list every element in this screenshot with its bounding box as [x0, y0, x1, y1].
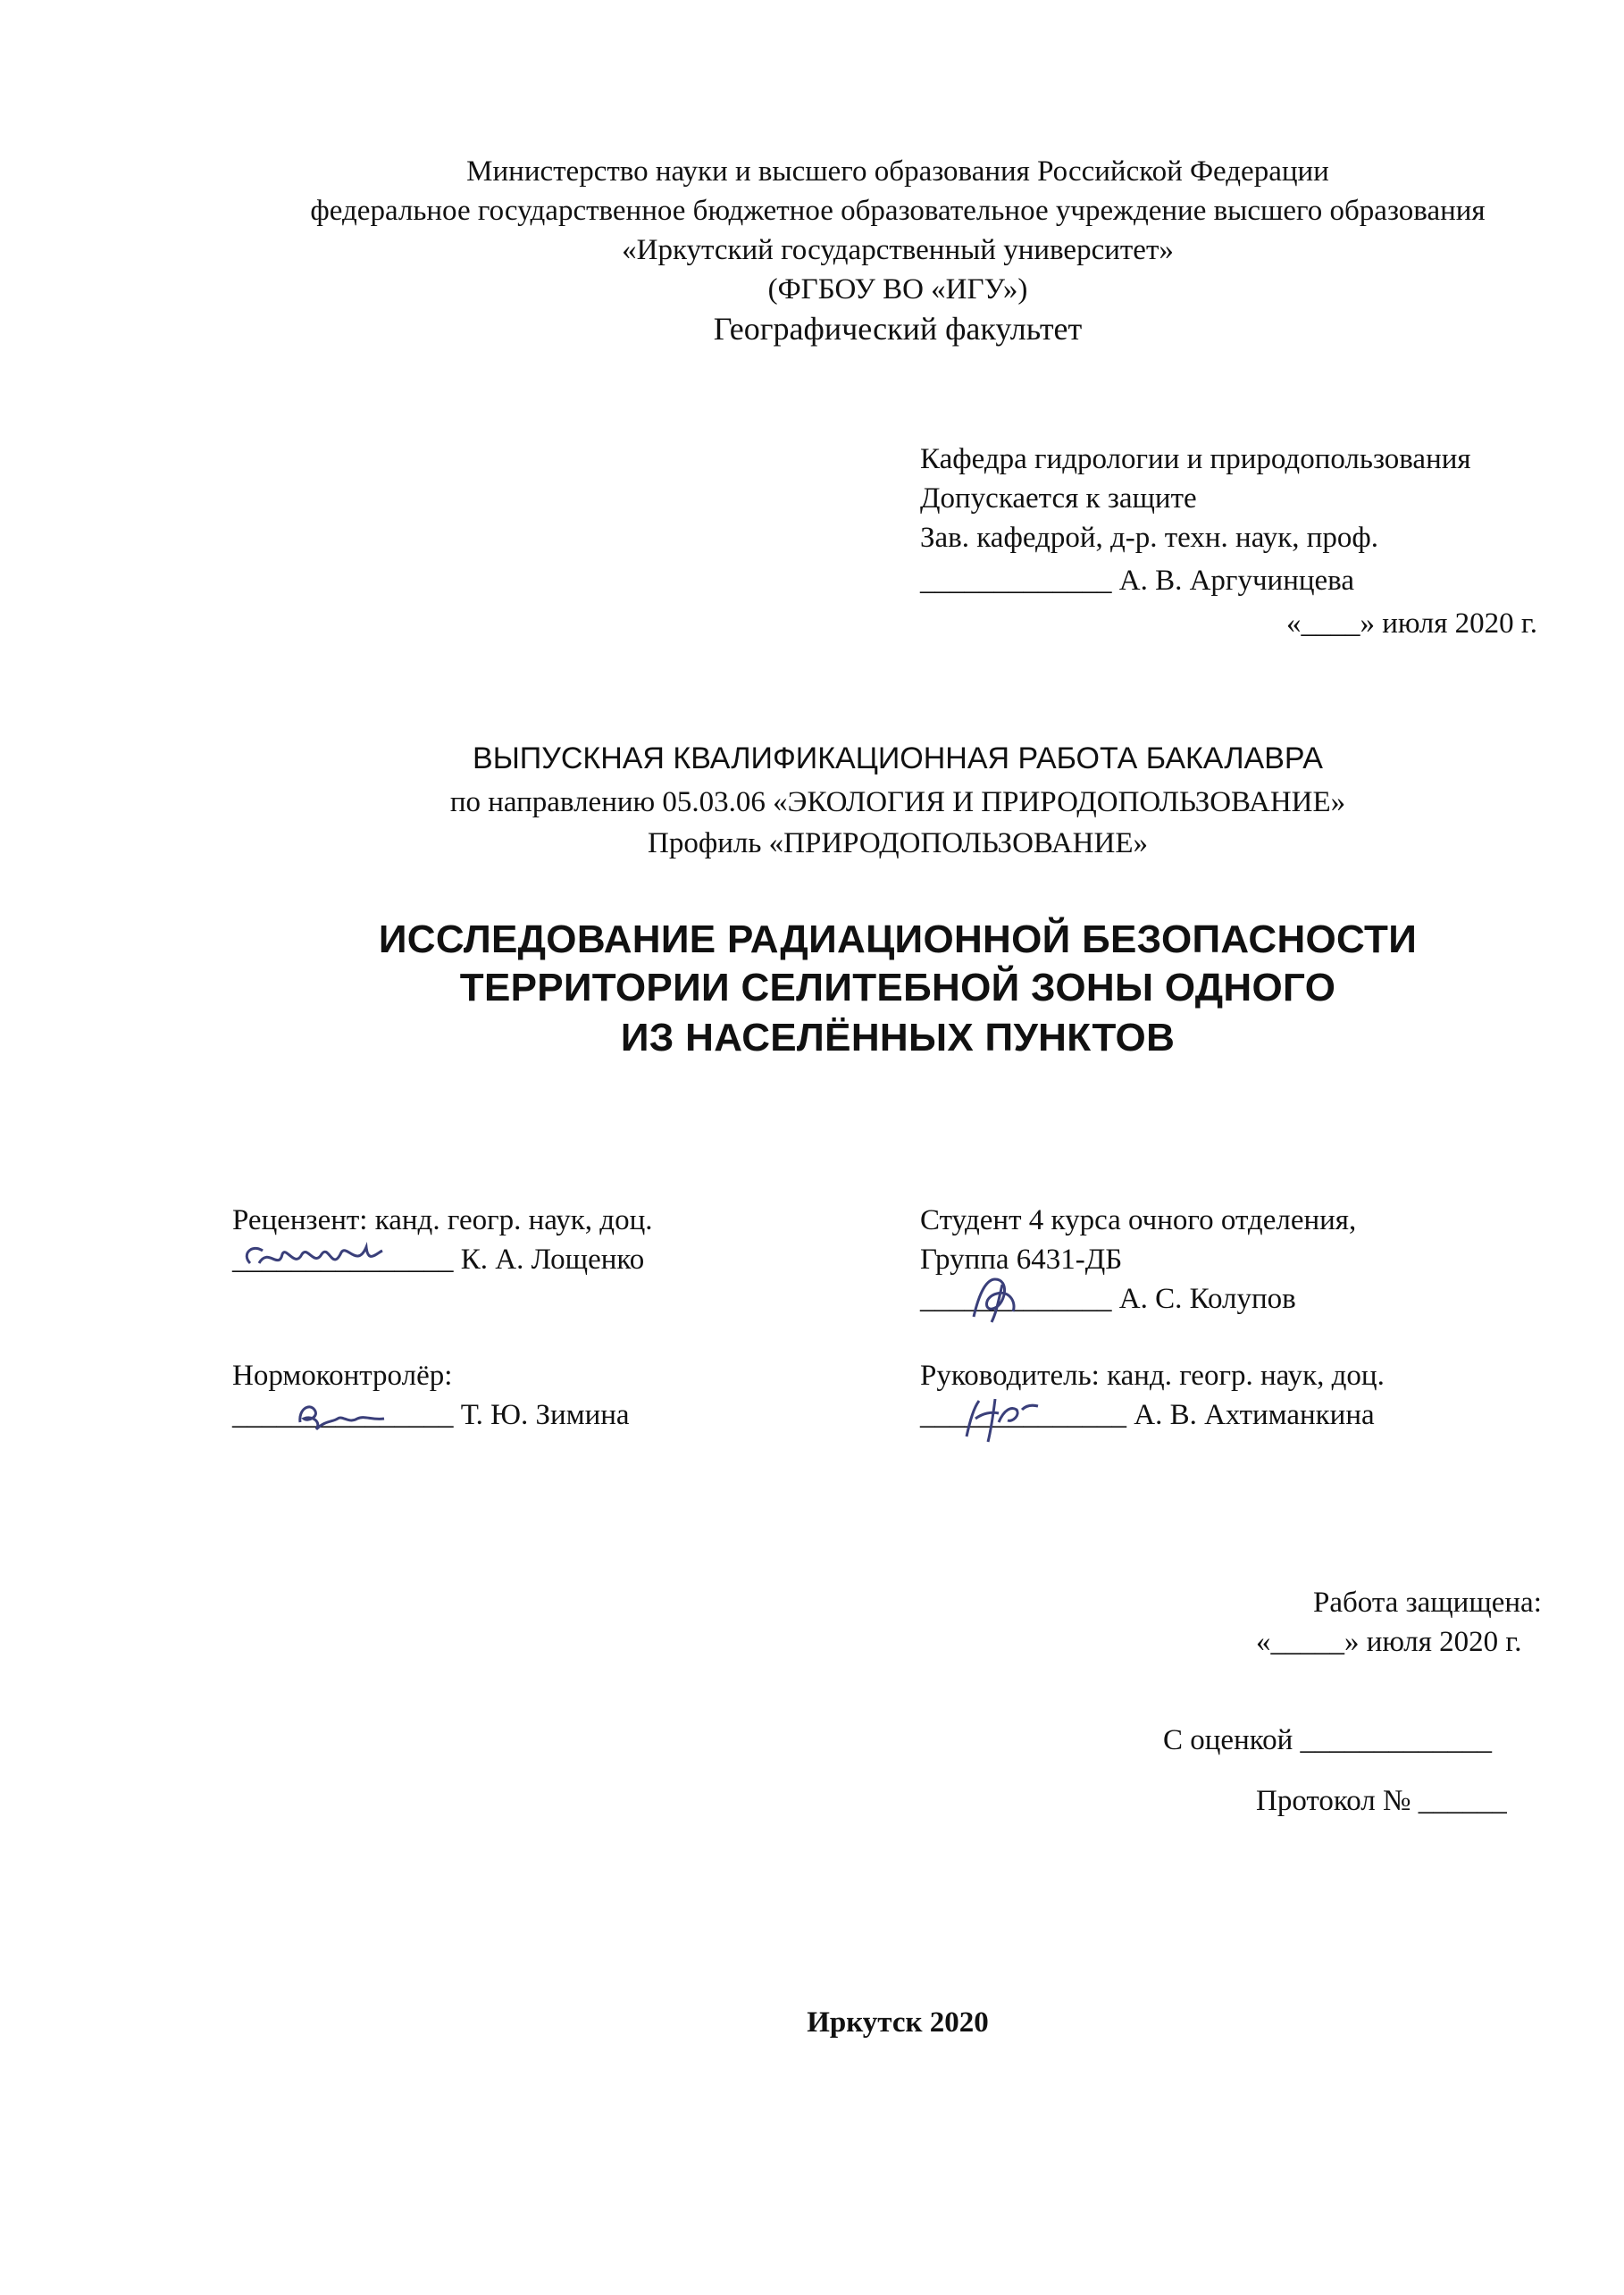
student-label: Студент 4 курса очного отделения,: [920, 1204, 1357, 1236]
reviewer-blank-line: _______________: [232, 1244, 454, 1276]
defense-protected-label: Работа защищена:: [1313, 1587, 1542, 1619]
norm-controller-label: Нормоконтролёр:: [232, 1360, 453, 1392]
work-profile: Профиль «ПРИРОДОПОЛЬЗОВАНИЕ»: [648, 827, 1148, 859]
defense-protocol-line: Протокол № ______: [1256, 1785, 1507, 1817]
norm-controller-name: Т. Ю. Зимина: [460, 1399, 630, 1431]
norm-controller-signature-row: [232, 1395, 630, 1435]
work-type: ВЫПУСКНАЯ КВАЛИФИКАЦИОННАЯ РАБОТА БАКАЛАВРА: [473, 741, 1323, 775]
reviewer-signature-row: [232, 1240, 644, 1279]
institution-line: федеральное государственное бюджетное образовательное учреждение высшего образования: [310, 195, 1486, 227]
department-name: Кафедра гидрологии и природопользования: [920, 443, 1471, 475]
student-blank-line: _____________: [920, 1283, 1112, 1315]
city-year: Иркутск 2020: [807, 2006, 989, 2039]
head-signature-line: _____________ А. В. Аргучинцева: [920, 565, 1354, 597]
student-name: А. С. Колупов: [1118, 1283, 1296, 1315]
faculty-name: Географический факультет: [713, 311, 1083, 347]
student-group: Группа 6431-ДБ: [920, 1244, 1123, 1276]
defense-date-line: «_____» июля 2020 г.: [1256, 1626, 1522, 1658]
ministry-line: Министерство науки и высшего образования Российской Федерации: [466, 155, 1329, 188]
supervisor-signature-blank: [920, 1395, 1126, 1435]
student-signature-blank: [920, 1279, 1112, 1319]
student-signature-row: [920, 1279, 1296, 1319]
reviewer-name: К. А. Лощенко: [460, 1244, 645, 1276]
supervisor-blank-line: ______________: [920, 1399, 1126, 1431]
reviewer-label: Рецензент: канд. геогр. наук, доц.: [232, 1204, 653, 1236]
admitted-label: Допускается к защите: [920, 482, 1197, 515]
approval-date-line: «____» июля 2020 г.: [1286, 607, 1537, 640]
supervisor-signature-row: [920, 1395, 1375, 1435]
head-position: Зав. кафедрой, д-р. техн. наук, проф.: [920, 522, 1379, 554]
norm-controller-blank-line: _______________: [232, 1399, 454, 1431]
university-abbr: (ФГБОУ ВО «ИГУ»): [767, 273, 1028, 306]
norm-controller-signature-blank: [232, 1395, 454, 1435]
topic-line-2: ТЕРРИТОРИИ СЕЛИТЕБНОЙ ЗОНЫ ОДНОГО: [459, 966, 1336, 1009]
topic-line-1: ИССЛЕДОВАНИЕ РАДИАЦИОННОЙ БЕЗОПАСНОСТИ: [378, 917, 1418, 961]
reviewer-signature-blank: [232, 1240, 454, 1279]
university-line: «Иркутский государственный университет»: [622, 234, 1174, 266]
work-direction: по направлению 05.03.06 «ЭКОЛОГИЯ И ПРИРОДОПОЛЬЗОВАНИЕ»: [449, 786, 1346, 818]
defense-grade-line: С оценкой _____________: [1163, 1724, 1492, 1756]
topic-line-3: ИЗ НАСЕЛЁННЫХ ПУНКТОВ: [620, 1016, 1176, 1060]
supervisor-label: Руководитель: канд. геогр. наук, доц.: [920, 1360, 1385, 1392]
supervisor-name: А. В. Ахтиманкина: [1134, 1399, 1375, 1431]
